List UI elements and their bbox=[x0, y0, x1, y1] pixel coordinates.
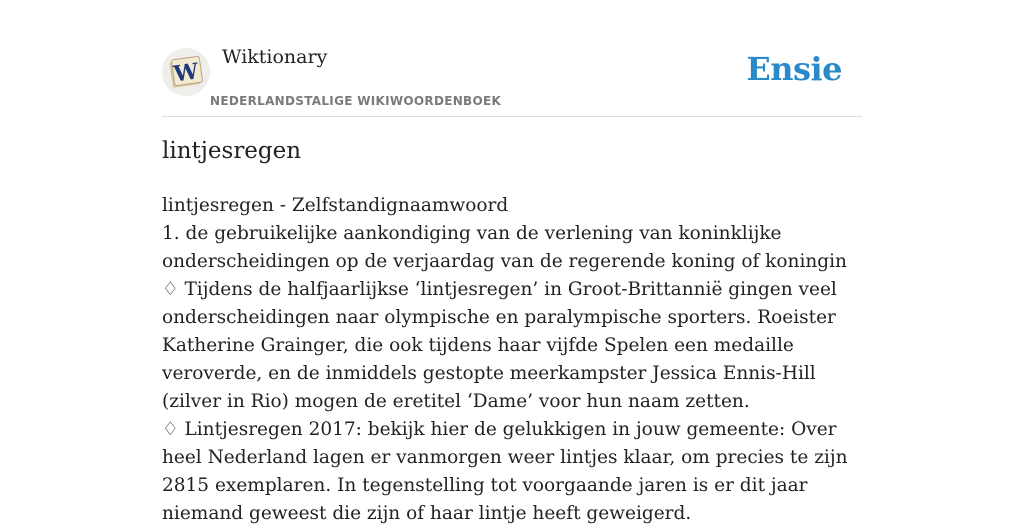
entry-title: lintjesregen bbox=[162, 138, 302, 164]
ensie-brand-logo[interactable]: Ensie bbox=[746, 50, 842, 88]
entry-content bbox=[162, 192, 862, 528]
site-header bbox=[162, 44, 862, 117]
site-name[interactable]: Wiktionary bbox=[222, 46, 328, 68]
site-subtitle: NEDERLANDSTALIGE WIKIWOORDENBOEK bbox=[210, 94, 502, 108]
example-2: ♢ Lintjesregen 2017: bekijk hier de gelukkigen in jouw gemeente: Over heel Nederland lagen er vanmorgen weer lintjes klaar, om precies te zijn 2815 exemplaren. In tegenstelling tot voorgaande jaren is er dit jaar niemand geweest die zijn of haar lintje heeft geweigerd. bbox=[162, 419, 848, 524]
word-class: lintjesregen - Zelfstandignaamwoord bbox=[162, 195, 509, 216]
example-1: ♢ Tijdens de halfjaarlijkse ‘lintjesregen’ in Groot-Brittannië gingen veel onderscheidingen naar olympische en paralympische sporters. Roeister Katherine Grainger, die ook tijdens haar vijfde Spelen een medaille veroverde, en de inmiddels gestopte meerkampster Jessica Ennis-Hill (zilver in Rio) mogen de eretitel ‘Dame’ voor hun naam zetten. bbox=[162, 279, 837, 412]
definition: 1. de gebruikelijke aankondiging van de verlening van koninklijke onderscheidingen op de verjaardag van de regerende koning of koningin bbox=[162, 223, 847, 272]
logo-letter: W bbox=[172, 58, 201, 88]
logo-tile bbox=[168, 56, 204, 90]
wiktionary-logo-icon[interactable] bbox=[162, 48, 210, 96]
